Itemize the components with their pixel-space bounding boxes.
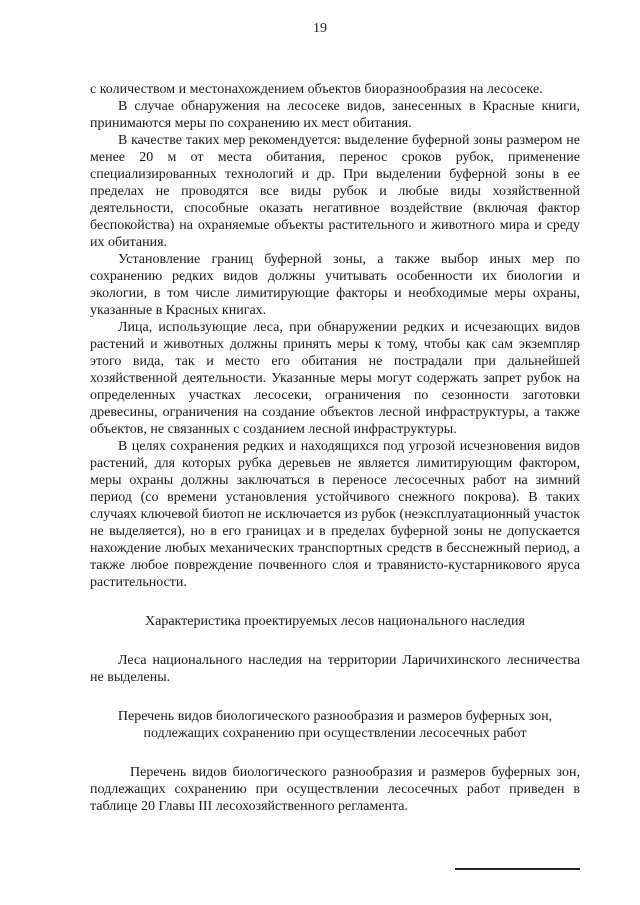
paragraph-rare-species: В целях сохранения редких и находящихся под угрозой исчезновения видов растений, для которых рубка деревьев не является лимитирующим фактором, меры охраны должны заключаться в переносе лесосечных работ на зимний период (со времени установления устойчивого снежного покрова). В таких случаях ключевой биотоп не исключается из рубок (неэксплуатационный участок не выделяется), но в его границах и в пределах буферной зоны не допускается нахождение любых механических транспортных средств в бесснежный период, а также любое повреждение почвенного слоя и травянисто-кустарникового яруса растительности.: [90, 439, 580, 590]
page-number: 19: [313, 21, 327, 36]
heading-buffer-list-line-2: подлежащих сохранению при осуществлении лесосечных работ: [143, 726, 527, 741]
paragraph-buffer-zone-measures: В качестве таких мер рекомендуется: выделение буферной зоны размером не менее 20 м от места обитания, перенос сроков рубок, применение специализированных технологий и др. При выделении буферной зоны в ее пределах не проводятся все виды рубок и любые виды хозяйственной деятельности, способные оказать негативное воздействие (включая фактор беспокойства) на охраняемые объекты растительного и животного мира и среду их обитания.: [90, 133, 580, 250]
paragraph-forest-users: Лица, использующие леса, при обнаружении редких и исчезающих видов растений и животных должны принять меры к тому, чтобы как сам экземпляр этого вида, так и место его обитания не пострадали при дальнейшей хозяйственной деятельности. Указанные меры могут содержать запрет рубок на определенных участках лесосеки, ограничения по сезонности заготовки древесины, ограничения на создание объектов лесной инфраструктуры, а также объектов, не связанных с созданием лесной инфраструктуры.: [90, 320, 580, 437]
paragraph-continuation: с количеством и местонахождением объектов биоразнообразия на лесосеке.: [90, 82, 543, 97]
heading-heritage-forests: Характеристика проектируемых лесов национального наследия: [145, 614, 525, 629]
paragraph-buffer-list: Перечень видов биологического разнообразия и размеров буферных зон, подлежащих сохранению при осуществлении лесосечных работ приведен в таблице 20 Главы III лесохозяйственного регламента.: [90, 765, 580, 814]
paragraph-red-book: В случае обнаружения на лесосеке видов, занесенных в Красные книги, принимаются меры по сохранению их мест обитания.: [90, 99, 580, 131]
paragraph-heritage-forests: Леса национального наследия на территории Ларичихинского лесничества не выделены.: [90, 653, 580, 685]
document-body: [90, 81, 580, 815]
heading-buffer-list-line-1: Перечень видов биологического разнообразия и размеров буферных зон,: [117, 709, 553, 724]
footer-rule: [455, 868, 580, 870]
paragraph-buffer-zone-boundaries: Установление границ буферной зоны, а также выбор иных мер по сохранению редких видов должны учитывать особенности их биологии и экологии, в том числе лимитирующие факторы и необходимые меры охраны, указанные в Красных книгах.: [90, 252, 580, 318]
